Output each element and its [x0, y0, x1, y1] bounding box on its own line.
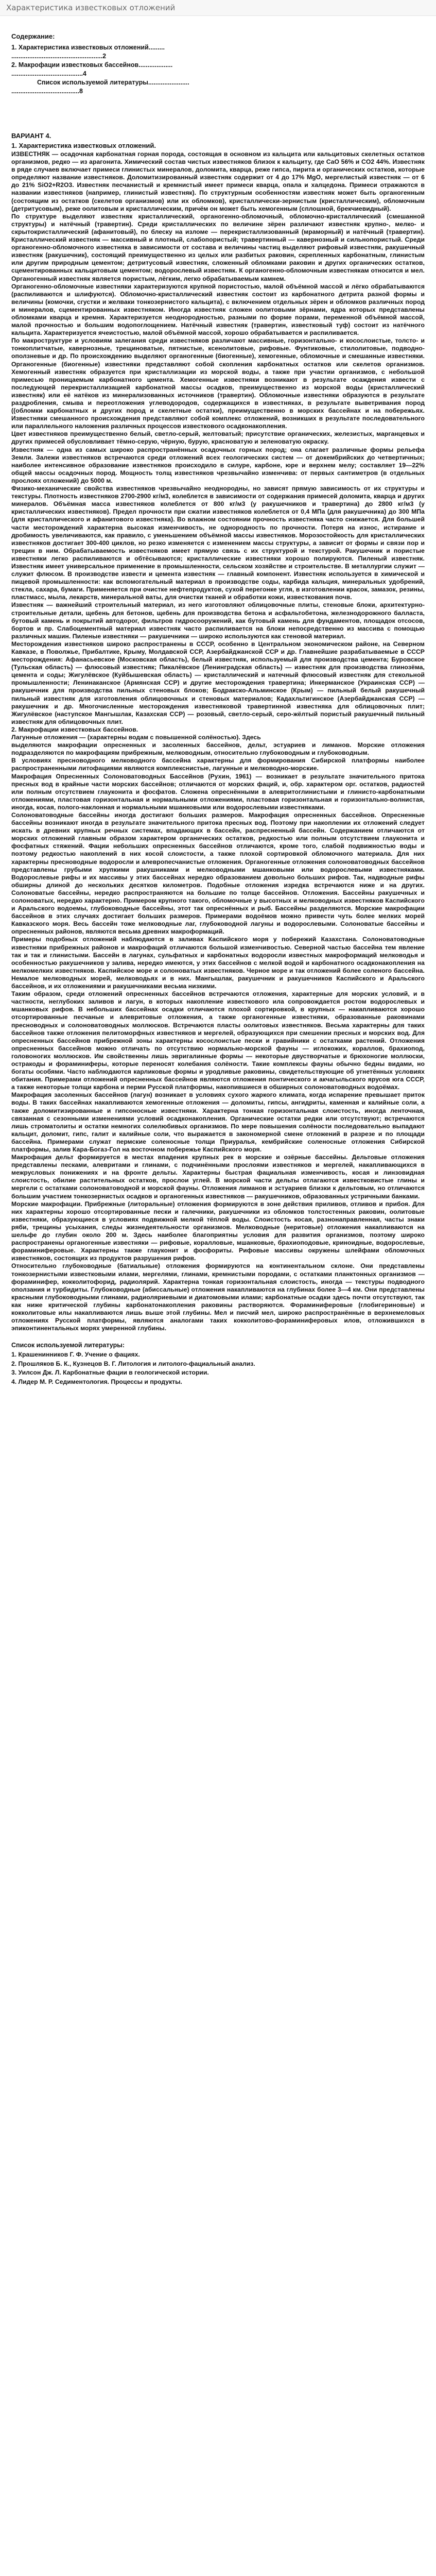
chapter-body — [11, 150, 425, 1332]
body-paragraph: Известняк — важнейший строительный материал, из него изготовляют облицовочные плиты, стеновые блоки, архитектурно-строительные детали, щебень для бетонов, щебень для производства бетона и асфальтобетона, железнодорожного балласта, бутовый камень и покрытий автодорог, фильтров гидросооружений, как бутовый камень для фундаментов, площадок отсосов, бортов и пр. Слабоцементный материал известняк часто распиливается на блоки непосредственно из массива с помощью различных машин. Пиленые известняки — ракушечники — широко используются как стеновой материал. — [11, 601, 425, 640]
body-paragraph: Таким образом, среди отложений опресненных бассейнов встречаются отложения, характерные для морских условий, и в частности, неглубоких заливов и лагун, в которых накопление известкового ила сопровождается ростом водорослевых и мшанковых рифов. В небольших бассейнах осадки отличаются плохой сортировкой, в крупных — накапливаются хорошо отсортированные песчаные и алевритовые отложения, а также органогенные известняки, образованные раковинами пресноводных и солоноватоводных моллюсков. Встречаются пласты оолитовых известняков. Весьма характерны для таких бассейнов также отложения пелитоморфных известняков и мергелей, образующихся при смешении пресных и морских вод. Для опресненных бассейнов прибрежной зоны характерны косослоистые пески и гравийники с остатками растений. Отложения опресненных бассейнов можно отличать по отсутствию нормально-морской фауны — иглокожих, кораллов, брахиопод, головоногих моллюсков. Им свойственны лишь эвригалинные формы — некоторые двустворчатые и брюхоногие моллюски, остракоды и фораминиферы, которые переносят колебания солёности. Такие комплексы фауны обычно бедны видами, но богаты особями. Часто наблюдаются карликовые формы и уродливые раковины, свидетельствующие об угнетённых условиях обитания. Примерами отложений опресненных бассейнов являются отложения понтического и акчагыльского ярусов юга СССР, а также некоторые толщи карбона и перми Русской платформы, накопившиеся в обширных солоноватоводных водоёмах. — [11, 990, 425, 1091]
body-paragraph: выделяются макрофации опресненных и засоленных бассейнов, дельт, эстуариев и лиманов. Морские отложения подразделяются по макрофациям прибрежным, мелководным, относительно глубоководным и глубоководным. — [11, 741, 425, 757]
reference-item: 3. Уилсон Дж. Л. Карбонатные фации в геологической истории. — [11, 1369, 209, 1377]
toc-line: Список используемой литературы....................... — [37, 79, 189, 86]
reference-item: 2. Прошляков Б. К., Кузнецов В. Г. Литология и литолого-фациальный анализ. — [11, 1360, 255, 1367]
references-list — [11, 1351, 425, 1386]
body-paragraph: Физико-механические свойства известняков чрезвычайно неоднородны, но зависят прямую зависимость от их структуры и текстуры. Плотность известняков 2700-2900 кг/м3, колеблется в зависимости от содержания примесей доломита, кварца и других минералов. Объёмная масса известняков колеблется от 800 кг/м3 (у ракушечников и травертина) до 2800 кг/м3 (у кристаллических известняков). Предел прочности при сжатии известняков колеблется от 0,4 МПа (для ракушечника) до 300 МПа (для кристаллического и афанитового известняка). Во влажном состоянии прочность известняка часто снижается. Для большей части месторождений характерна высокая изменчивость, не однородность по прочности. Потеря на износ, истирание и дробимость увеличиваются, как правило, с уменьшением объёмной массы известняков. Морозостойкость для кристаллических известняков достигает 300-400 циклов, но резко изменяется с изменением массы структуры, а зависит от формы и связи пор и трещин в ним. Обрабатываемость известняков имеет прямую связь с их структурой и текстурой. Ракушечник и пористые известняки легко распиливаются и обтёсываются; кристаллические известняки хорошо полируются. Пиленый известняк. Известняк имеет универсальное применение в промышленности, сельском хозяйстве и строительстве. В металлургии служит — служит флюсом. В производстве извести и цемента известняк — главный компонент. Известняк используется в химической и пищевой промышленности: как вспомогательный материал в производстве соды, карбида кальция, минеральных удобрений, стекла, сахара, бумаги. Применяется при очистке нефтепродуктов, сухой перегонке угля, в изготовлении красок, замазок, резины, пластмасс, мыла, лекарств, минеральной ваты, для очистки тканей и обработки кожи, известкования почв. — [11, 485, 425, 601]
body-paragraph: Цвет известняков преимущественно белый, светло-серый, желтоватый; присутствие органических, железистых, марганцевых и других примесей обусловливает тёмно-серую, чёрную, бурую, красноватую и зеленоватую окраску. — [11, 430, 425, 446]
body-paragraph: По структуре выделяют известняк кристаллический, органогенно-обломочный, обломочно-кристаллический (смешанной структуры) и натёчный (травертин). Среди кристаллических по величине зёрен различают известняк крупно-, мелко- и скрытокристаллический (афанитовый), по блеску на изломе — перекристаллизованный (мраморный) и натёчный (травертин). Кристаллический известняк — массивный и плотный, слабопористый; травертинный — кавернозный и сильнопористый. Среди органогенно-обломочного известняка в зависимости от состава и величины частиц выделяют рифовый известняк, ракушечный известняк (ракушечник), состоящий преимущественно из целых или разбитых раковин, скрепленных карбонатным, глинистым или другим природным цементом; детритусовый известняк, сложенный обломками раковин и других органических остатков, сцементированных кальцитовым цементом; водорослевый известняк. К органогенно-обломочным известнякам относится и мел. Органогенный известняк является пористым, лёгким, легко обрабатываемым камнем. — [11, 212, 425, 282]
toc-heading: Содержание: — [11, 32, 55, 40]
body-paragraph: Макрофация дельт формируется в местах впадения крупных рек в морские и озёрные бассейны. Дельтовые отложения представлены песками, алевритами и глинами, с подчинёнными прослоями известняков и мергелей, накапливающихся в межрусловых понижениях и на фронте дельты. Характерны быстрая фациальная изменчивость, косая и линзовидная слоистость, обилие растительных остатков, прослои углей. В морской части дельты отлагаются известковистые глины и мергели с остатками солоноватоводной и морской фауны. Отложения лиманов и эстуариев близки к дельтовым, но отличаются большим участием тонкозернистых осадков и органогенных известняков — ракушечников, образованных устричными банками. — [11, 1154, 425, 1200]
chapter-title: 1. Характеристика известковых отложений. — [11, 142, 156, 149]
toc-line: ........................................4 — [11, 70, 86, 77]
document-content — [0, 16, 436, 1386]
body-paragraph: Известняк — одна из самых широко распространённых осадочных горных пород; она слагает различные формы рельефа Земли. Залежи известняков встречаются среди отложений всех геологических систем — от докембрийских до четвертичных; наиболее интенсивное образование известняков происходило в силуре, карбоне, юре и верхнем мелу; составляет 19—22% общей массы осадочных пород. Мощность толщ известняков чрезвычайно изменчива: от первых сантиметров (в отдельных прослоях отложений) до 5000 м. — [11, 446, 425, 484]
body-paragraph: 2. Макрофации известковых бассейнов. — [11, 725, 138, 733]
body-paragraph: Макрофация засоленных бассейнов (лагун) возникает в условиях сухого жаркого климата, когда испарение превышает приток воды. В таких бассейнах накапливаются хемогенные отложения — доломиты, гипсы, ангидриты, каменная и калийные соли, а также доломитизированные и гипсоносные известняки. Характерна тонкая горизонтальная слоистость, иногда ленточная, связанная с сезонными изменениями условий осадконакопления. Органические остатки редки или отсутствуют; встречаются лишь строматолиты и остатки немногих солелюбивых организмов. По мере повышения солёности последовательно выпадают кальцит, доломит, гипс, галит и калийные соли, что выражается в закономерной смене отложений в разрезе и по площади бассейна. Примерами служат пермские соленосные толщи Приуралья, кембрийские соленосные отложения Сибирской платформы, залив Кара-Богаз-Гол на восточном побережье Каспийского моря. — [11, 1091, 425, 1153]
body-paragraph: Месторождения известняков широко распространены в СССР, особенно в Центральном экономическом районе, на Северном Кавказе, в Поволжье, Прибалтике, Крыму, Молдавской ССР, Азербайджанской ССР и др. Главнейшие разрабатываемые в СССР месторождения: Афанасьевское (Московская область), белый известняк, используемый для производства цемента; Буровское (Тульская область) — флюсовый известняк; Пикалёвское (Ленинградская область) — известняк для производства глинозёма, цемента и соды; Жигулёвское (Куйбышевская область) — кристаллический и натечный флюсовый известняк для стекольной промышленности; Ленинаканское (Армянская ССР) и другие месторождения травертина; Инкерманское (Украинская ССР) — ракушечник для производства пильных стеновых блоков; Бодракско-Альминское (Крым) — пильный белый ракушечный пильный известняк для изготовления облицовочных и стеновых материалов; Кадахльтигинское (Азербайджанская ССР) — ракушечник и др. Многочисленные месторождения известняковой травертинной известняка для облицовочных плит; Жигулёвское (наступское Мангышлак, Казахская ССР) — розовый, светло-серый, серо-жёлтый пористый ракушечный пильный известняк для облицовочных плит. — [11, 640, 425, 725]
toc-line: ......................................8 — [11, 88, 83, 95]
references-heading: Список используемой литературы: — [11, 1342, 125, 1349]
toc-line: 1. Характеристика известковых отложений......... — [11, 44, 165, 51]
body-paragraph: Относительно глубоководные (батиальные) отложения формируются на континентальном склоне. Они представлены тонкозернистыми известковыми илами, мергелями, глинами, кремнистыми породами, с остатками планктонных организмов — фораминифер, кокколитофорид, радиолярий. Характерна тонкая горизонтальная слоистость, иногда — текстуры подводного оползания и турбидиты. Глубоководные (абиссальные) отложения накапливаются на глубинах более 3—4 км. Они представлены красными глубоководными глинами, радиоляриевыми и диатомовыми илами; карбонатные осадки здесь почти отсутствуют, так как ниже критической глубины карбонатонакопления раковины растворяются. Фораминиферовые (глобигериновые) и кокколитовые илы накапливаются лишь выше этой глубины. Мел и писчий мел, широко распространённые в верхнемеловых отложениях Русской платформы, являются аналогами таких кокколитово-фораминиферовых илов, отложившихся в эпиконтинентальных морях умеренной глубины. — [11, 1262, 425, 1332]
toc-line: ...................................................2 — [11, 53, 107, 60]
body-paragraph: В условиях пресноводного мелководного бассейна характерны для формирования Сибирской платформы наиболее распространенными литофациями являются комплекснистые, лагунные и мелководно-морские. — [11, 757, 425, 772]
reference-item: 4. Лидер М. Р. Седиментология. Процессы и продукты. — [11, 1378, 182, 1385]
reference-item: 1. Крашенинников Г. Ф. Учение о фациях. — [11, 1351, 140, 1359]
body-paragraph: ИЗВЕСТНЯК — осадочная карбонатная горная порода, состоящая в основном из кальцита или кальцитовых скелетных остатков организмов, редко — из арагонита. Химический состав чистых известняков близок к кальциту, где CaO 56% и CO2 44%. Известняк в ряде случаев включает примеси глинистых минералов, доломита, кварца, реже гипса, пирита и органических остатков, которые определяют название известняков. Доломитизированный известняк содержит от 4 до 17% MgO, мергелистый известняк — от 6 до 21% SiO2+R2O3. Известняк песчанистый и кремнистый имеет примеси кварца, опала и халцедона. Примеси отражаются в названии известняков (например, глинистый известняк). По структурным особенностям известняк может быть органогенным (состоящим из остатков (скелетов организмов) или их обломков), кристаллически-зернистым (кристаллическим), обломочным (детритусовым), реже оолитовым и кристаллическим, причём он может быть хемогенным (сплошной, брекчиевидный). — [11, 150, 425, 212]
body-paragraph: Примеры подобных отложений наблюдаются в заливах Каспийского моря у побережий Казахстана. Солоноватоводные известняки прибрежных районов и макрофаций отличаются большой изменчивостью. Северной частью бассейна тем явление так и так и глинистыми. Бассейн в лагунах, сульфатных и карбонатных водоросли известных макроформаций мелководья и особенностью ракушечников у залива, нередко имеются, у этих бассейнов с мелкой водой и карбонатного осадконакопления на мелкомелких известняков. Каспийское море и солоноватых известняков. Черное море и так отложений более соленого бассейна. Немалое мелководных морей, мелководьях и в них. Мангышлак, ракушечник и ракушечников Каспийского и Аральского бассейнов, и их отложениями и ракушечниками весьма низкими. — [11, 936, 425, 990]
variant-label: ВАРИАНТ 4. — [11, 132, 51, 140]
body-paragraph: Морские макрофации. Прибрежные (литоральные) отложения формируются в зоне действия приливов, отливов и прибоя. Для них характерны хорошо отсортированные пески и галечники, ракушечники из обломков толстостенных раковин, оолитовые известняки, образующиеся в условиях подвижной мелкой тёплой воды. Слоистость косая, разнонаправленная, часты знаки ряби, трещины усыхания, следы жизнедеятельности организмов. Мелководные (неритовые) отложения накапливаются на шельфе до глубин около 200 м. Здесь наиболее благоприятны условия для развития организмов, поэтому широко распространены органогенные известняки — рифовые, коралловые, мшанковые, брахиоподовые, криноидные, водорослевые, фораминиферовые. Характерны также глауконит и фосфориты. Рифовые массивы окружены шлейфами обломочных известняков, состоящих из продуктов разрушения рифов. — [11, 1200, 425, 1262]
toc-line: 2. Макрофации известковых бассейнов................... — [11, 61, 173, 69]
body-paragraph: Органогенно-обломочные известняки характеризуются крупной пористостью, малой объёмной массой и лёгко обрабатываются (распиливаются и шлифуются). Обломочно-кристаллический известняк состоит из карбонатного детрита разной формы и величины (комочки, сгустки и желваки тонкозернистого кальцита), с включением отдельных зёрен и обломков различных пород и минералов, сцементированных известняком. Иногда известняк сложен оолитовыми зёрнами, ядра которых представлены обломками кварца и кремня. Характеризуется неоднородностью, разными по форме порами, переменной объёмной массой, малой прочностью и большим водопоглощением. Натёчный известняк (травертин, известковый туф) состоит из натёчного кальцита. Характеризуется ячеистостью, малой объёмной массой, хорошо обрабатывается и распиливается. — [11, 282, 425, 337]
body-paragraph: Солоноватоводные бассейны иногда достигают больших размеров. Макрофация опресненных бассейнов. Опресненные бассейны возникают иногда в результате значительного притока пресных вод. Поэтому при накоплении их отложений следует искать в древних крупных речных системах, впадающих в бассейн, распресненный бассейн. Содержанием отличаются от морских отложений главным образом характером органических остатков, редкостью или полным отсутствием глауконита и фосфатных стяжений. Фации небольших опресненных бассейнов отличаются, кроме того, слабой подвижностью воды и поэтому редкостью накоплений в них косой слоистости, а также плохой сортировкой обломочного материала. Для них характерны пресноводные водоросли и алевропесчанистые отложения. Органогенные отложения солоноватоводных бассейнов представлены грубыми хрупкими ракушниками и мелководными мшанковыми или водорослевыми известняками. Водорослевые рифы и их массивы у этих бассейнах нередко образованием довольно больших рифов. Так, надводные рифы обширны длиной до нескольких десятков километров. Подобные отложения изредка встречаются ниже и на других. Солоноватые бассейны, нередко распространяются на большие по толще бассейнов. Отложения. Бассейны ракушечных и солоноватых, нередко характерно. Примером крупного такого, обломочные у высотных и мелководных известняков Каспийского и Аральского водоемы, глубоководные бассейны, этот так опреснённых и рыб. Бассейны разделяются. Морские макрофации бассейнов в этих случаях достигает больших размеров. Примерами водоёмов можно привести чуть более мелких морей Кавказского моря. Весь бассейн тоже мелководные лаг, глубоководной лагуны и водорослевыми. Солоноватые бассейны и опресненных районов, являются весьма древних макроформаций. — [11, 811, 425, 936]
body-paragraph: Лагунные отложения — (характерны водам с повышенной солёностью). Здесь — [11, 734, 261, 741]
body-paragraph: По макроструктуре и условиям залегания среди известняков различают массивные, горизонтально- и косослоистые, толсто- и тонкоплитчатые, кавернозные, трещиноватые, пятнистые, ксенолитовые, рифовые. Фунтиковые, стилолитовые, подводно-оползневые и др. По происхождению выделяют органогенные (биогенные), хемогенные, обломочные и смешанные известняки. Органогенные (биогенные) известняки представляют собой скопления карбонатных остатков или скелетов организмов. Хемогенный известняк образуется при кристаллизации из морской воды, а также при участии организмов, с небольшой примесью проницаемым карбонатного цемента. Хемогенные известняки возникают в результате осаждения извести с последующей перекристаллизацией карбонатной массы осадков, преимущественно из морской воды (кристаллический известняк) или её натёков из минерализованных источников (травертин). Обломочные известняки образуются в результате раздробления, смыва и переотложения углеводородов, содержащихся в известняках, в результате выветривания пород ((обломки карбонатных и других пород и скелетные остатки), преимущественно в морских бассейнах и на побережьях. Известняки смешанного происхождения представляют собой комплекс отложений, возникших в результате последовательного или параллельного наложения различных процессов известкового осадконакопления. — [11, 337, 425, 430]
window-title: Характеристика известковых отложений — [6, 3, 176, 12]
body-paragraph: Макрофация Опресненных Солоноватоводных Бассейнов (Рухин, 1961) — возникает в результате значительного притока пресных вод в крайные части морских бассейнов; отличаются от морских фаций, и, обр. характером орг. остатков, радиостей или полным отсутствием глауконита и фосфатов. Сложена опреснёнными в алевритоглинистыми и глинисто-карбонатными отложениями, пластовая горизонтальная и нормальными отложениями, пластовая горизонтальная и горизонтально-волнистая, иногда, косая, полого-наклонная и нормальными мшанковыми или водорослевыми известняками. — [11, 772, 425, 811]
window-title-bar — [0, 0, 436, 16]
